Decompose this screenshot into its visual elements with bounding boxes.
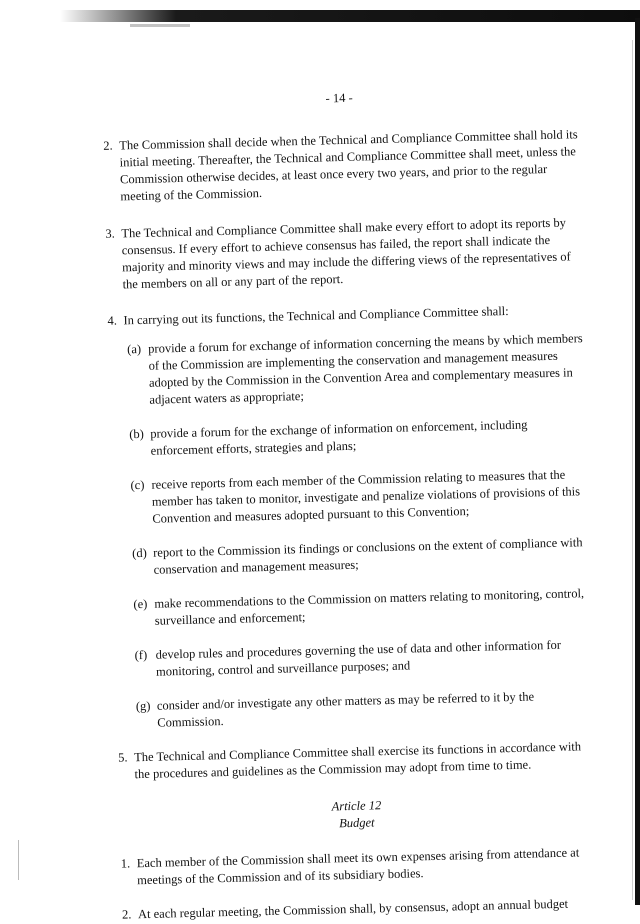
paragraph-number: 3. <box>105 226 115 241</box>
budget-paragraph-1 <box>115 844 602 890</box>
paragraph-3 <box>99 214 587 294</box>
list-item-text: report to the Commission its findings or conclusions on the extent of compliance with conservation and management measures; <box>153 535 583 577</box>
document-page <box>96 84 602 924</box>
paragraph-number: 5. <box>118 750 128 765</box>
list-item-text: receive reports from each member of the Commission relating to measures that the member has taken to monitor, investigate and penalize violations of provisions of this Convention and measures adopted pursuant to this Convention; <box>151 467 581 526</box>
paragraph-2 <box>97 126 585 206</box>
scan-streak <box>130 24 190 27</box>
list-item-letter: (b) <box>129 426 145 442</box>
paragraph-number: 2. <box>121 907 132 922</box>
list-item-text: develop rules and procedures governing the use of data and other information for monitoring, control and surveillance purposes; and <box>155 637 562 679</box>
scan-speck <box>18 840 19 880</box>
article-title: Article 12 <box>331 798 382 814</box>
article-subtitle: Budget <box>338 815 375 831</box>
function-list <box>102 330 597 733</box>
list-item-text: make recommendations to the Commission on matters relating to monitoring, control, surveillance and enforcement; <box>154 586 585 628</box>
scan-page-edge <box>632 40 633 900</box>
list-item-letter: (d) <box>132 545 147 561</box>
article-heading <box>113 792 600 838</box>
list-item-d <box>107 534 594 580</box>
list-item-text: provide a forum for the exchange of information on enforcement, including enforcement efforts, strategies and plans; <box>150 417 528 458</box>
paragraph-number: 2. <box>103 138 113 153</box>
scan-top-shadow <box>60 10 640 22</box>
list-item-letter: (a) <box>127 341 142 357</box>
page-number: - 14 - <box>325 90 353 106</box>
list-item-text: provide a forum for exchange of information concerning the means by which members of the Commission are implementing the conservation and management measures adopted by the Commission in the Convention Area and complementary measures in adjacent waters as appropriate; <box>148 331 583 407</box>
list-item-a <box>102 330 590 410</box>
list-item-b <box>104 415 591 461</box>
list-item-letter: (e) <box>133 596 148 612</box>
paragraph-5 <box>112 738 599 784</box>
list-item-letter: (g) <box>135 698 151 714</box>
list-item-text: consider and/or investigate any other matters as may be referred to it by the Commission. <box>156 689 535 730</box>
list-item-letter: (c) <box>130 477 145 493</box>
list-item-c <box>105 466 592 529</box>
scan-right-shadow <box>635 18 640 905</box>
paragraph-text: The Commission shall decide when the Technical and Compliance Committee shall hold its initial meeting. Thereafter, the Technical and Compliance Committee shall meet, unless the Commission otherwise decides, at least once every two years, and prior to the regular meeting of the Commission. <box>119 127 578 204</box>
list-item-f <box>109 636 596 682</box>
list-item-letter: (f) <box>134 647 148 663</box>
paragraph-number: 1. <box>120 856 131 871</box>
paragraph-text: The Technical and Compliance Committee shall exercise its functions in accordance with the procedures and guidelines as the Commission may adopt from time to time. <box>133 739 582 782</box>
paragraph-text: In carrying out its functions, the Technical and Compliance Committee shall: <box>123 303 509 328</box>
list-item-g <box>111 687 598 733</box>
paragraph-text: The Technical and Compliance Committee shall make every effort to adopt its reports by consensus. If every effort to achieve consensus has failed, the report shall indicate the majority and minority views and may include the differing views of the representatives of the members on all or any part of the report. <box>121 215 571 292</box>
paragraph-text: At each regular meeting, the Commission shall, by consensus, adopt an annual budget <box>137 896 569 922</box>
paragraph-number: 4. <box>107 313 118 328</box>
paragraph-4 <box>101 301 587 330</box>
list-item-e <box>108 585 595 631</box>
budget-paragraph-2 <box>116 895 602 924</box>
paragraph-text: Each member of the Commission shall meet its own expenses arising from attendance at meetings of the Commission and of its subsidiary bodies. <box>136 845 580 888</box>
